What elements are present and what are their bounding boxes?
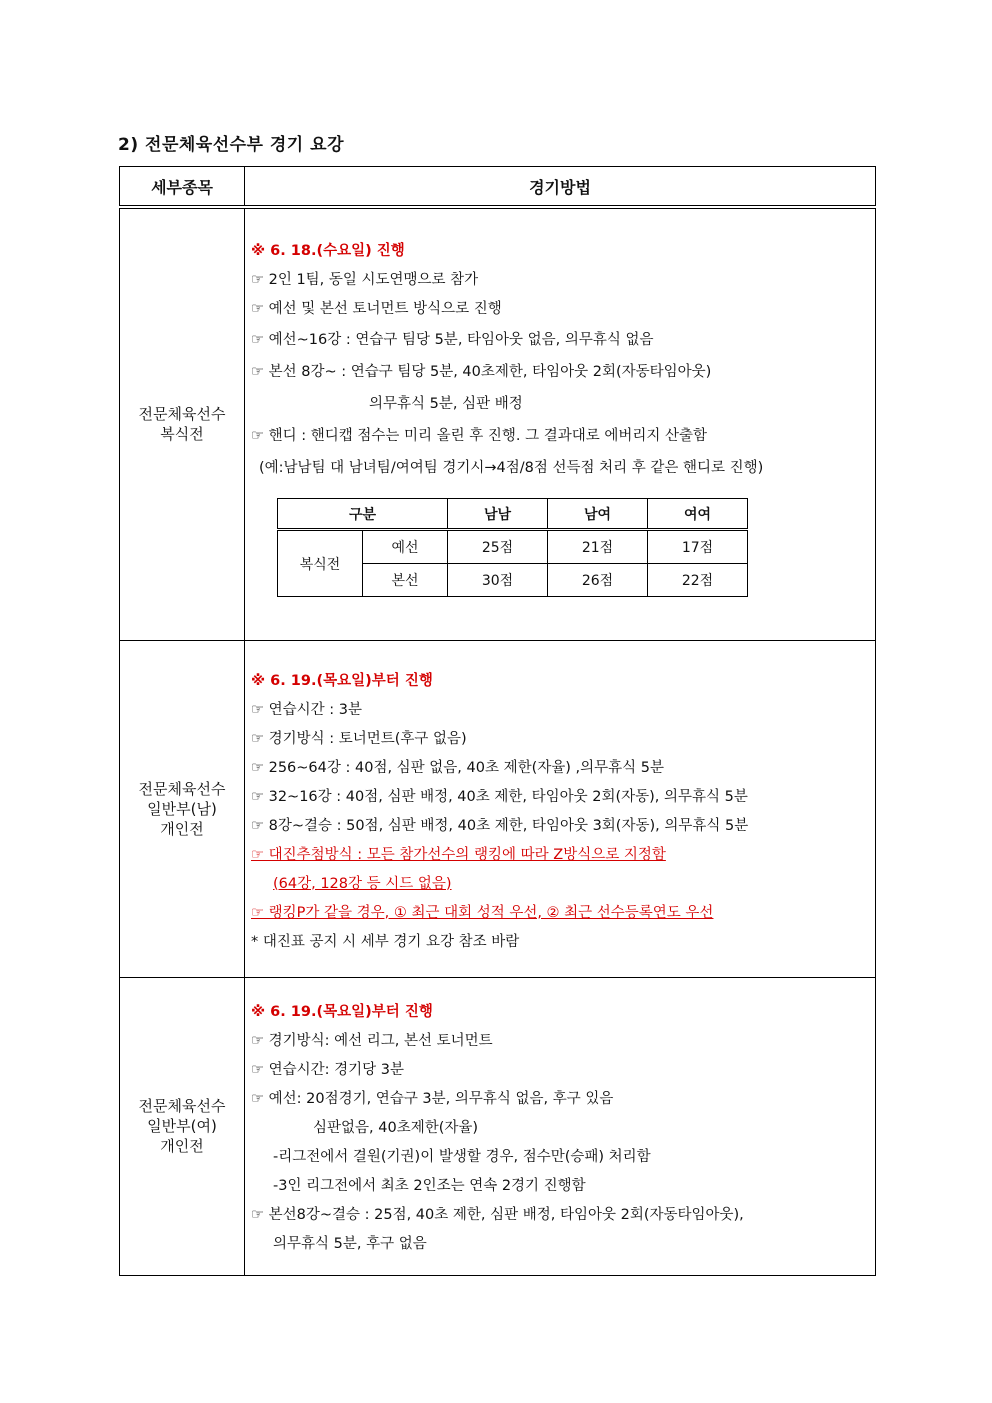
rule-line: -리그전에서 결원(기권)이 발생할 경우, 점수만(승패) 처리함: [273, 1148, 651, 1165]
category-line: 전문체육선수: [138, 405, 226, 424]
rule-line: ☞ 본선 8강~ : 연습구 팀당 5분, 40초제한, 타임아웃 2회(자동타임아웃): [251, 364, 712, 380]
rule-line: ☞ 예선 및 본선 토너먼트 방식으로 진행: [251, 301, 502, 317]
rule-line: ☞ 경기방식 : 토너먼트(후구 없음): [251, 730, 467, 747]
rule-line: 의무휴식 5분, 후구 없음: [273, 1235, 427, 1252]
rule-line-highlight: (64강, 128강 등 시드 없음): [273, 875, 452, 892]
score-header-category: 구분: [278, 499, 448, 530]
rule-line: ☞ 핸디 : 핸디캡 점수는 미리 올린 후 진행. 그 결과대로 에버리지 산출함: [251, 428, 707, 444]
rule-line: (예:남남팀 대 남녀팀/여여팀 경기시→4점/8점 선득점 처리 후 같은 핸디로 진행): [259, 460, 764, 476]
rule-line: -3인 리그전에서 최초 2인조는 연속 2경기 진행함: [273, 1177, 586, 1194]
rule-line-highlight: ☞ 대진추첨방식 : 모든 참가선수의 랭킹에 따라 Z방식으로 지정함: [251, 846, 666, 863]
rule-line: ☞ 32~16강 : 40점, 심판 배정, 40초 제한, 타임아웃 2회(자동), 의무휴식 5분: [251, 788, 748, 805]
table-row: [120, 640, 876, 977]
rule-line: 의무휴식 5분, 심판 배정: [369, 396, 523, 412]
method-cell: [245, 207, 876, 640]
score-group-label: 복식전: [278, 530, 363, 597]
competition-rules-table: [119, 166, 876, 1276]
note-line: * 대진표 공지 시 세부 경기 요강 참조 바람: [251, 933, 520, 950]
score-value: 26점: [548, 564, 648, 597]
rule-line: ☞ 8강~결승 : 50점, 심판 배정, 40초 제한, 타임아웃 3회(자동), 의무휴식 5분: [251, 817, 749, 834]
category-line: 일반부(남): [147, 799, 217, 818]
method-cell: [245, 640, 876, 977]
date-line: ※ 6. 19.(목요일)부터 진행: [251, 1003, 433, 1020]
rule-line: ☞ 예선~16강 : 연습구 팀당 5분, 타임아웃 없음, 의무휴식 없음: [251, 332, 654, 348]
table-row: [120, 207, 876, 640]
category-line: 개인전: [160, 819, 204, 838]
score-table-header: [278, 499, 748, 530]
table-row: [120, 977, 876, 1275]
score-row-label: 본선: [363, 564, 448, 597]
category-line: 전문체육선수: [138, 779, 226, 798]
header-category: 세부종목: [120, 167, 245, 208]
rule-line: ☞ 경기방식: 예선 리그, 본선 토너먼트: [251, 1032, 493, 1049]
score-value: 21점: [548, 530, 648, 564]
rule-line: ☞ 연습시간: 경기당 3분: [251, 1061, 404, 1078]
rule-line: ☞ 256~64강 : 40점, 심판 없음, 40초 제한(자율) ,의무휴식 5분: [251, 759, 665, 776]
header-method: 경기방법: [245, 167, 876, 208]
date-line: ※ 6. 19.(목요일)부터 진행: [251, 672, 433, 689]
score-value: 30점: [448, 564, 548, 597]
score-row-label: 예선: [363, 530, 448, 564]
category-cell: [120, 207, 245, 640]
category-cell: [120, 977, 245, 1275]
score-header-mf: 남여: [548, 499, 648, 530]
score-header-mm: 남남: [448, 499, 548, 530]
category-cell: [120, 640, 245, 977]
table-header-row: [120, 167, 876, 208]
rule-line: ☞ 연습시간 : 3분: [251, 701, 362, 718]
date-line: ※ 6. 18.(수요일) 진행: [251, 243, 405, 259]
section-title: 2) 전문체육선수부 경기 요강: [118, 135, 344, 155]
category-line: 일반부(여): [147, 1117, 217, 1135]
score-table: [277, 498, 748, 597]
method-cell: [245, 977, 876, 1275]
rule-line: 심판없음, 40초제한(자율): [313, 1119, 479, 1136]
score-row: [278, 530, 748, 564]
category-line: 개인전: [160, 1137, 204, 1155]
score-value: 22점: [648, 564, 748, 597]
rule-line: ☞ 예선: 20점경기, 연습구 3분, 의무휴식 없음, 후구 있음: [251, 1090, 614, 1107]
rule-line: ☞ 2인 1팀, 동일 시도연맹으로 참가: [251, 272, 479, 288]
score-value: 25점: [448, 530, 548, 564]
category-line: 전문체육선수: [138, 1097, 226, 1115]
rule-line-highlight: ☞ 랭킹P가 같을 경우, ① 최근 대회 성적 우선, ② 최근 선수등록연도 우선: [251, 904, 714, 921]
score-header-ff: 여여: [648, 499, 748, 530]
category-line: 복식전: [160, 425, 204, 444]
score-value: 17점: [648, 530, 748, 564]
rule-line: ☞ 본선8강~결승 : 25점, 40초 제한, 심판 배정, 타임아웃 2회(자동타임아웃),: [251, 1206, 744, 1223]
